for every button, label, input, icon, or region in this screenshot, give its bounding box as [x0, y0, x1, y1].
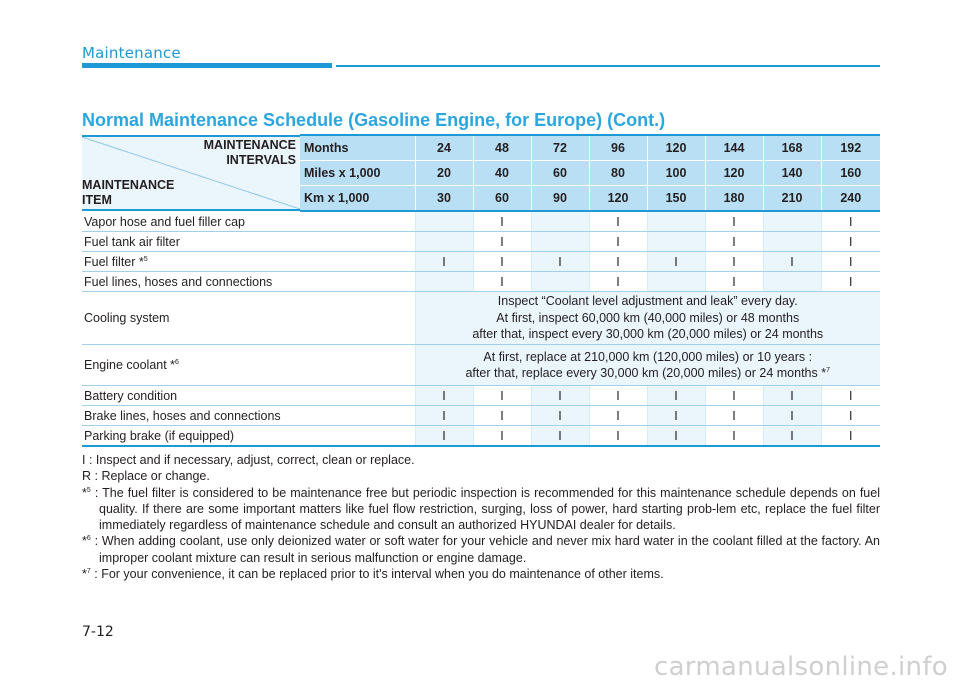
schedule-mark: I: [763, 252, 821, 272]
schedule-mark: [763, 211, 821, 232]
interval-value: 240: [821, 185, 880, 211]
page-title: Normal Maintenance Schedule (Gasoline Engine, for Europe) (Cont.): [82, 110, 666, 130]
interval-value: 72: [531, 135, 589, 161]
schedule-mark: I: [821, 406, 880, 426]
schedule-mark: I: [473, 272, 531, 292]
header-corner-cell: [82, 135, 300, 211]
schedule-mark: [415, 272, 473, 292]
schedule-mark: I: [821, 252, 880, 272]
schedule-mark: I: [415, 426, 473, 447]
table-row: [82, 272, 880, 292]
maintenance-item-name: Cooling system: [82, 292, 415, 345]
page-number: 7-12: [82, 624, 114, 640]
table-row: [82, 211, 880, 232]
schedule-mark: I: [705, 386, 763, 406]
maintenance-schedule-table: [82, 134, 880, 447]
schedule-mark: [763, 232, 821, 252]
schedule-mark: I: [589, 211, 647, 232]
schedule-mark: I: [763, 386, 821, 406]
interval-unit-label: Months: [300, 135, 415, 161]
schedule-note: [415, 292, 880, 345]
footnote-6-text: : When adding coolant, use only deionized water or soft water for your vehicle and never mix hard water in the coolant filled at the factory. An improper coolant mixture can result in serious malfunction or engine damage.: [90, 534, 880, 565]
interval-value: 20: [415, 161, 473, 186]
interval-value: 192: [821, 135, 880, 161]
schedule-mark: [647, 211, 705, 232]
legend-inspect: I : Inspect and if necessary, adjust, correct, clean or replace.: [82, 453, 415, 467]
schedule-mark: I: [531, 426, 589, 447]
schedule-note-line: At first, inspect 60,000 km (40,000 miles) or 48 months: [496, 310, 800, 325]
schedule-mark: [531, 211, 589, 232]
schedule-mark: I: [705, 272, 763, 292]
footnote-6-mark: *: [82, 534, 87, 549]
maintenance-item-name: Vapor hose and fuel filler cap: [82, 211, 415, 232]
schedule-mark: I: [473, 211, 531, 232]
maintenance-intervals-label: MAINTENANCE INTERVALS: [203, 138, 296, 167]
schedule-mark: I: [589, 232, 647, 252]
schedule-mark: I: [705, 426, 763, 447]
schedule-mark: I: [473, 252, 531, 272]
interval-value: 30: [415, 185, 473, 211]
section-rule-thick: [82, 63, 332, 68]
schedule-mark: I: [705, 211, 763, 232]
schedule-mark: I: [647, 386, 705, 406]
schedule-mark: I: [589, 272, 647, 292]
interval-value: 140: [763, 161, 821, 186]
interval-header-row: [82, 135, 880, 161]
table-row: [82, 426, 880, 447]
maintenance-item-name: Battery condition: [82, 386, 415, 406]
schedule-mark: I: [415, 386, 473, 406]
schedule-mark: [763, 272, 821, 292]
schedule-mark: I: [531, 406, 589, 426]
watermark: carmanualsonline.info: [653, 652, 948, 682]
interval-value: 100: [647, 161, 705, 186]
schedule-mark: I: [763, 406, 821, 426]
interval-value: 160: [821, 161, 880, 186]
interval-value: 120: [589, 185, 647, 211]
schedule-mark: I: [415, 252, 473, 272]
schedule-mark: I: [821, 426, 880, 447]
footnote-5: [82, 485, 880, 534]
schedule-mark: I: [821, 232, 880, 252]
schedule-mark: I: [763, 426, 821, 447]
schedule-mark: I: [647, 252, 705, 272]
maintenance-item-name: Parking brake (if equipped): [82, 426, 415, 447]
section-rule-thin: [336, 65, 880, 67]
schedule-mark: I: [647, 406, 705, 426]
interval-value: 120: [705, 161, 763, 186]
interval-unit-label: Km x 1,000: [300, 185, 415, 211]
table-row: [82, 292, 880, 345]
schedule-mark: I: [589, 426, 647, 447]
schedule-mark: [415, 211, 473, 232]
schedule-mark: I: [473, 386, 531, 406]
schedule-mark: [647, 272, 705, 292]
interval-value: 48: [473, 135, 531, 161]
section-title: Maintenance: [82, 44, 181, 62]
schedule-mark: I: [647, 426, 705, 447]
footnote-ref: 6: [175, 359, 179, 366]
footnote-7-mark: *: [82, 567, 87, 582]
schedule-mark: [415, 232, 473, 252]
table-row: [82, 232, 880, 252]
interval-value: 80: [589, 161, 647, 186]
footnote-5-ref: 5: [86, 486, 91, 494]
interval-value: 60: [531, 161, 589, 186]
table-row: [82, 406, 880, 426]
maintenance-item-name: Fuel lines, hoses and connections: [82, 272, 415, 292]
interval-value: 60: [473, 185, 531, 211]
footnote-ref: 7: [826, 367, 830, 374]
schedule-note-line: At first, replace at 210,000 km (120,000 miles) or 10 years :: [483, 349, 813, 364]
schedule-mark: I: [705, 252, 763, 272]
interval-value: 168: [763, 135, 821, 161]
schedule-mark: I: [705, 232, 763, 252]
schedule-mark: I: [589, 252, 647, 272]
interval-value: 24: [415, 135, 473, 161]
table-row: [82, 252, 880, 272]
interval-value: 90: [531, 185, 589, 211]
footnote-7: [82, 566, 880, 582]
schedule-mark: I: [589, 406, 647, 426]
maintenance-item-name: Engine coolant *$^6$: [82, 345, 415, 386]
schedule-mark: I: [473, 232, 531, 252]
header-corner: [82, 135, 300, 211]
schedule-mark: I: [821, 272, 880, 292]
interval-value: 180: [705, 185, 763, 211]
schedule-mark: [531, 232, 589, 252]
legend-replace: R : Replace or change.: [82, 469, 210, 484]
schedule-mark: I: [821, 386, 880, 406]
interval-value: 120: [647, 135, 705, 161]
schedule-note-line: Inspect “Coolant level adjustment and leak” every day.: [497, 294, 798, 309]
footnote-7-text: : For your convenience, it can be replaced prior to it's interval when you do maintenance of other items.: [90, 567, 664, 582]
schedule-note: [415, 345, 880, 386]
schedule-mark: I: [531, 386, 589, 406]
footnote-6-ref: 6: [86, 535, 91, 543]
interval-unit-label: Miles x 1,000: [300, 161, 415, 186]
table-row: [82, 345, 880, 386]
maintenance-item-label: MAINTENANCE ITEM: [82, 178, 175, 207]
footnote-5-text: : The fuel filter is considered to be maintenance free but periodic inspection is recommended for this maintenance schedule depends on fuel quality. If there are some important matters like fuel flow restriction, surging, loss of power, hard starting prob-lem etc, replace the fuel filter immediately regardless of maintenance schedule and consult an authorized HYUNDAI dealer for details.: [90, 485, 880, 533]
schedule-mark: [531, 272, 589, 292]
schedule-note-line: after that, inspect every 30,000 km (20,000 miles) or 24 months: [472, 327, 824, 342]
schedule-note-line: after that, replace every 30,000 km (20,000 miles) or 24 months *$^7$: [465, 366, 830, 380]
interval-value: 144: [705, 135, 763, 161]
schedule-mark: I: [705, 406, 763, 426]
interval-value: 150: [647, 185, 705, 211]
maintenance-item-name: Brake lines, hoses and connections: [82, 406, 415, 426]
maintenance-item-name: Fuel filter *$^5$: [82, 252, 415, 272]
schedule-mark: I: [473, 406, 531, 426]
schedule-mark: [647, 232, 705, 252]
table-row: [82, 386, 880, 406]
schedule-mark: I: [821, 211, 880, 232]
maintenance-item-name: Fuel tank air filter: [82, 232, 415, 252]
schedule-mark: I: [531, 252, 589, 272]
schedule-mark: I: [589, 386, 647, 406]
interval-value: 96: [589, 135, 647, 161]
footnote-7-ref: 7: [86, 568, 91, 576]
footnote-5-mark: *: [82, 485, 87, 500]
notes-section: [82, 452, 880, 582]
schedule-mark: I: [473, 426, 531, 447]
schedule-mark: I: [415, 406, 473, 426]
interval-value: 210: [763, 185, 821, 211]
interval-value: 40: [473, 161, 531, 186]
footnote-6: [82, 533, 880, 566]
footnote-ref: 5: [143, 255, 148, 263]
